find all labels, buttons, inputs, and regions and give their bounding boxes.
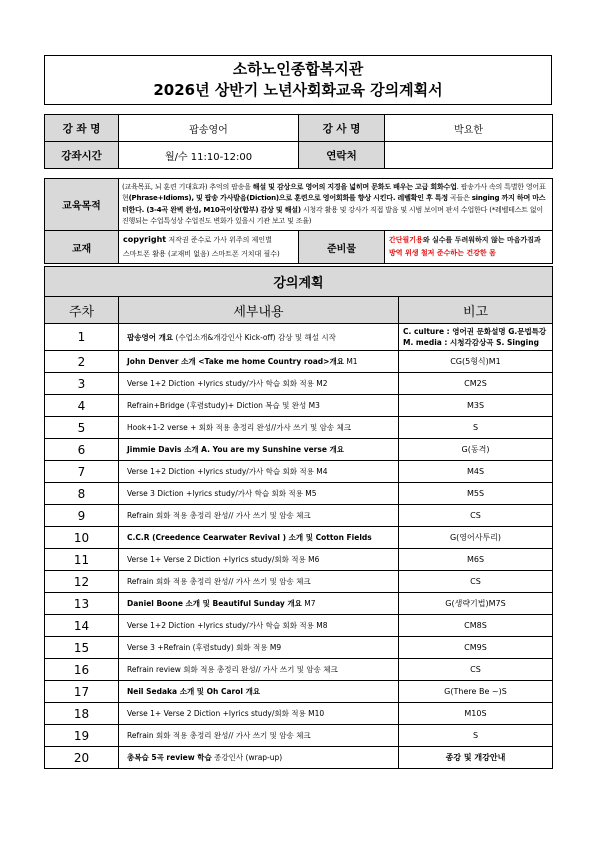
week-content-text: Verse 1+ Verse 2 Diction +lyrics study/회화 적용 M6	[127, 555, 320, 564]
week-note: S	[399, 417, 553, 439]
contact-label: 연락처	[299, 142, 385, 169]
plan-row	[45, 395, 553, 417]
week-note: G(There Be ~)S	[399, 681, 553, 703]
week-content	[119, 324, 399, 351]
week-content-bold: Daniel Boone 소개 및 Beautiful Sunday 개요	[127, 599, 302, 608]
week-content-text: Refrain review 회화 적용 총정리 완성// 가사 쓰기 및 암송 체크	[127, 665, 338, 674]
col-note-header: 비고	[399, 297, 553, 324]
document-title: 2026년 상반기 노년사회화교육 강의계획서	[153, 81, 443, 99]
week-note: CS	[399, 571, 553, 593]
instructor-label: 강 사 명	[299, 115, 385, 142]
plan-row	[45, 659, 553, 681]
week-note: CG(5형식)M1	[399, 351, 553, 373]
week-content	[119, 351, 399, 373]
week-content-bold: 팝송영어 개요	[127, 332, 174, 342]
plan-row	[45, 549, 553, 571]
week-number: 8	[45, 483, 119, 505]
week-number: 12	[45, 571, 119, 593]
week-number: 10	[45, 527, 119, 549]
week-content-bold: 총복습 5곡 review 학습	[127, 753, 212, 762]
week-note: S	[399, 725, 553, 747]
week-content-text: Refrain+Bridge (후렴study)+ Diction 복습 및 완성 M3	[127, 401, 320, 410]
col-content-header: 세부내용	[119, 297, 399, 324]
plan-row	[45, 483, 553, 505]
week-content-text: Refrain 회화 적용 총정리 완성// 가사 쓰기 및 암송 체크	[127, 511, 311, 520]
course-info-table	[44, 114, 553, 169]
week-note: G(동격)	[399, 439, 553, 461]
course-time-label: 강좌시간	[45, 142, 119, 169]
week-content	[119, 593, 399, 615]
week-content	[119, 659, 399, 681]
week-content-text: Hook+1-2 verse + 회화 적용 총정리 완성//가사 쓰기 및 암송 체크	[127, 423, 351, 432]
week-note: M5S	[399, 483, 553, 505]
week-content-bold: C.C.R (Creedence Cearwater Revival ) 소개 및 Cotton Fields	[127, 533, 372, 542]
week-number: 13	[45, 593, 119, 615]
week-content	[119, 615, 399, 637]
week-note	[399, 324, 553, 351]
col-week-header: 주차	[45, 297, 119, 324]
week-number: 3	[45, 373, 119, 395]
material-text: copyright 저작권 준수로 가사 위주의 제인별 스마트폰 활용 (교재비 없음) 스마트폰 거치대 필수)	[119, 231, 299, 264]
week-content	[119, 483, 399, 505]
plan-row	[45, 373, 553, 395]
course-name-value: 팝송영어	[119, 115, 299, 142]
org-name: 소하노인종합복지관	[232, 60, 364, 78]
week-note: CS	[399, 659, 553, 681]
plan-row	[45, 747, 553, 769]
week-content-bold: Neil Sedaka 소개 및 Oh Carol 개요	[127, 687, 261, 696]
week-note: G(생략기법)M7S	[399, 593, 553, 615]
week-content	[119, 747, 399, 769]
material-label: 교재	[45, 231, 119, 264]
plan-row	[45, 417, 553, 439]
week-number: 6	[45, 439, 119, 461]
week-content-text: Verse 1+2 Diction +lyrics study/가사 학습 회화 적용 M8	[127, 621, 328, 630]
week-number: 1	[45, 324, 119, 351]
week-content-text: Verse 1+2 Diction +lyrics study/가사 학습 회화 적용 M4	[127, 467, 328, 476]
week-number: 11	[45, 549, 119, 571]
week-content	[119, 461, 399, 483]
week-content-text: Refrain 회화 적용 총정리 완성// 가사 쓰기 및 암송 체크	[127, 731, 311, 740]
plan-row	[45, 593, 553, 615]
plan-row	[45, 725, 553, 747]
week-number: 2	[45, 351, 119, 373]
course-time-value: 월/수 11:10-12:00	[119, 142, 299, 169]
plan-row	[45, 324, 553, 351]
week-content	[119, 681, 399, 703]
plan-row	[45, 681, 553, 703]
week-content	[119, 505, 399, 527]
week-content	[119, 549, 399, 571]
plan-row	[45, 637, 553, 659]
legend-line: M. media : 시청각감상곡 S. Singing	[403, 338, 539, 347]
objective-table	[44, 178, 553, 264]
week-number: 5	[45, 417, 119, 439]
week-content-text: Refrain 회화 적용 총정리 완성// 가사 쓰기 및 암송 체크	[127, 577, 311, 586]
objective-text: (교육목표, 뇌 훈련 기대효과) 추억의 팝송을 해설 및 감상으로 영어의 지경을 넓히며 문화도 배우는 고급 회화수업. 팝송가사 속의 특별한 영어표현(Phrase+Idioms), 및 팝송 가사발음(Diction)으로 훈련으로 영어회화를 향상 시킨다. 레벨확인 후 특정 곡들은 singing 까지 하며 마스터한다. (3-4곡 완벽 완성, M10곡이상(합부) 감상 및 해설) 시청각 활용 및 강사가 직접 발음 및 시범 보이며 판서 수업한다 (*레벨테스트 없이 진행되는 수업특성상 수업진도 변화가 있을시 기관 보고 및 조율)	[119, 179, 553, 231]
week-number: 15	[45, 637, 119, 659]
week-content-text: 종강인사 (wrap-up)	[211, 753, 283, 762]
plan-row	[45, 703, 553, 725]
week-content-text: (수업소개&개강인사 Kick-off) 감상 및 해설 시작	[173, 332, 336, 342]
week-content-text: Verse 1+2 Diction +lyrics study/가사 학습 회화 적용 M2	[127, 379, 328, 388]
week-content	[119, 571, 399, 593]
week-content-text: Verse 3 +Refrain (후렴study) 회화 적용 M9	[127, 643, 282, 652]
week-content	[119, 703, 399, 725]
week-number: 4	[45, 395, 119, 417]
week-content	[119, 373, 399, 395]
plan-row	[45, 351, 553, 373]
course-name-label: 강 좌 명	[45, 115, 119, 142]
lecture-plan-table	[44, 266, 553, 769]
week-note: CM8S	[399, 615, 553, 637]
plan-row	[45, 461, 553, 483]
week-content-text: Verse 1+ Verse 2 Diction +lyrics study/회화 적용 M10	[127, 709, 325, 718]
plan-row	[45, 505, 553, 527]
week-number: 18	[45, 703, 119, 725]
legend-line: C. culture : 영어권 문화설명 G.문법특강	[403, 327, 547, 336]
week-note: CS	[399, 505, 553, 527]
plan-row	[45, 527, 553, 549]
week-note: M6S	[399, 549, 553, 571]
week-note: 종강 및 개강안내	[399, 747, 553, 769]
week-note: M3S	[399, 395, 553, 417]
week-number: 9	[45, 505, 119, 527]
week-number: 19	[45, 725, 119, 747]
week-content	[119, 637, 399, 659]
week-content-text: M7	[301, 599, 316, 608]
week-number: 17	[45, 681, 119, 703]
plan-row	[45, 615, 553, 637]
week-content-bold: John Denver 소개 <Take me home Country road>개요	[127, 357, 344, 366]
plan-section-title: 강의계획	[45, 267, 553, 297]
week-number: 14	[45, 615, 119, 637]
contact-value	[385, 142, 553, 169]
week-content-text: Verse 3 Diction +lyrics study/가사 학습 회화 적용 M5	[127, 489, 317, 498]
week-content	[119, 527, 399, 549]
objective-label: 교육목적	[45, 179, 119, 231]
week-note: CM9S	[399, 637, 553, 659]
document-title-box	[44, 55, 552, 105]
week-content-bold: Jimmie Davis 소개 A. You are my Sunshine verse 개요	[127, 445, 345, 454]
plan-row	[45, 439, 553, 461]
week-number: 16	[45, 659, 119, 681]
prep-text: 간단필기용와 실수를 두려워하지 않는 마음가짐과 방역 위생 철저 준수하는 건강한 몸	[385, 231, 553, 264]
week-note: CM2S	[399, 373, 553, 395]
instructor-value: 박요한	[385, 115, 553, 142]
prep-label: 준비물	[299, 231, 385, 264]
week-content	[119, 725, 399, 747]
week-note: G(영어사투리)	[399, 527, 553, 549]
week-note: M4S	[399, 461, 553, 483]
week-content	[119, 439, 399, 461]
week-number: 20	[45, 747, 119, 769]
week-content	[119, 395, 399, 417]
week-content	[119, 417, 399, 439]
week-note: M10S	[399, 703, 553, 725]
week-content-text: M1	[343, 357, 358, 366]
week-number: 7	[45, 461, 119, 483]
plan-row	[45, 571, 553, 593]
